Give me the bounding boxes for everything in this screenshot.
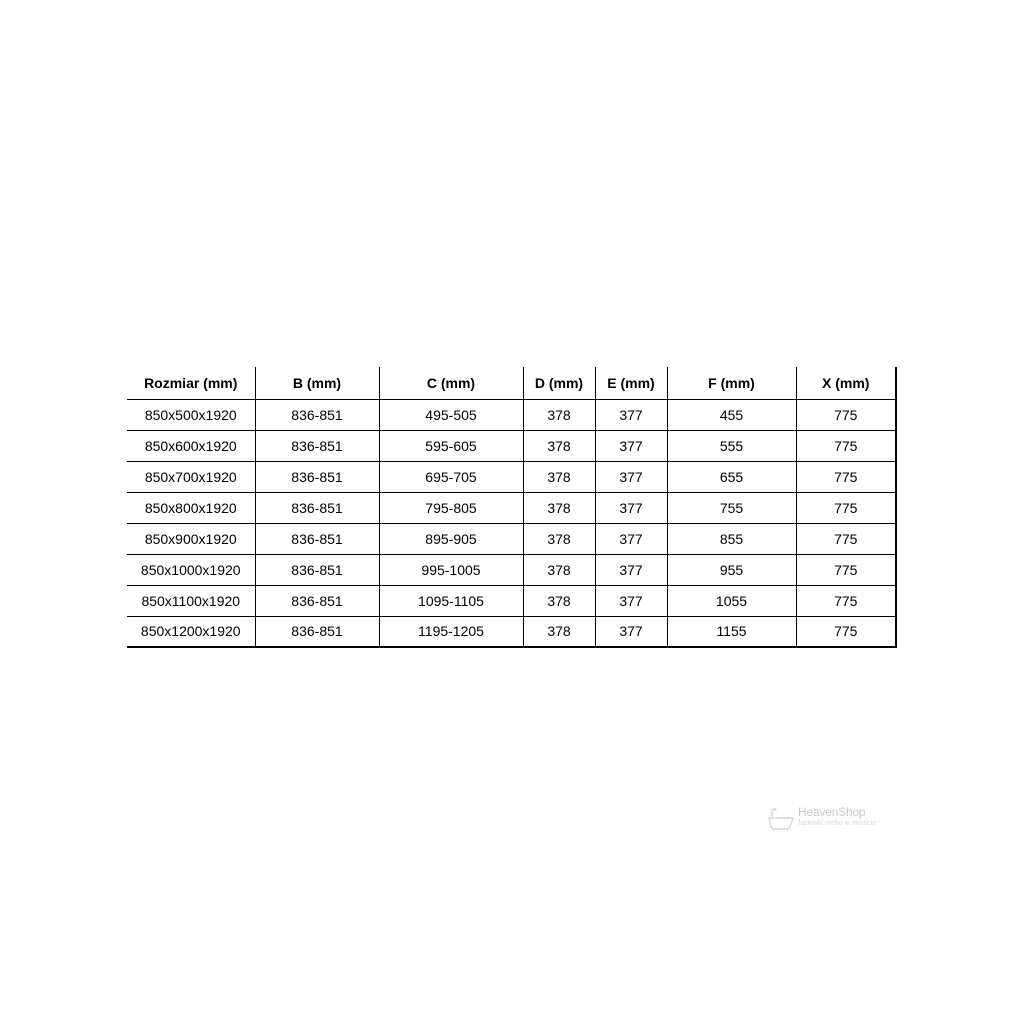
watermark-name: HeavenShop [798, 805, 866, 819]
cell-e: 377 [595, 523, 667, 554]
table-row [127, 616, 896, 647]
cell-x: 775 [796, 492, 896, 523]
cell-size: 850x500x1920 [127, 399, 255, 430]
cell-c: 1195-1205 [379, 616, 523, 647]
cell-x: 775 [796, 430, 896, 461]
cell-size: 850x800x1920 [127, 492, 255, 523]
cell-b: 836-851 [255, 585, 379, 616]
cell-f: 855 [667, 523, 796, 554]
table-row [127, 492, 896, 523]
cell-size: 850x1200x1920 [127, 616, 255, 647]
header-size: Rozmiar (mm) [127, 367, 255, 399]
header-d: D (mm) [523, 367, 595, 399]
cell-b: 836-851 [255, 492, 379, 523]
cell-e: 377 [595, 430, 667, 461]
cell-c: 495-505 [379, 399, 523, 430]
cell-b: 836-851 [255, 523, 379, 554]
cell-x: 775 [796, 523, 896, 554]
cell-c: 995-1005 [379, 554, 523, 585]
table-row [127, 461, 896, 492]
cell-f: 455 [667, 399, 796, 430]
cell-x: 775 [796, 585, 896, 616]
cell-f: 755 [667, 492, 796, 523]
bathtub-icon [766, 806, 796, 832]
table-row [127, 430, 896, 461]
cell-b: 836-851 [255, 461, 379, 492]
table-row [127, 585, 896, 616]
cell-c: 1095-1105 [379, 585, 523, 616]
header-c: C (mm) [379, 367, 523, 399]
watermark-tagline: łazienki niebo w mieście [798, 818, 876, 827]
cell-e: 377 [595, 461, 667, 492]
header-f: F (mm) [667, 367, 796, 399]
cell-size: 850x1000x1920 [127, 554, 255, 585]
cell-d: 378 [523, 461, 595, 492]
cell-d: 378 [523, 399, 595, 430]
cell-d: 378 [523, 523, 595, 554]
cell-b: 836-851 [255, 616, 379, 647]
cell-d: 378 [523, 554, 595, 585]
table-row [127, 399, 896, 430]
cell-x: 775 [796, 461, 896, 492]
heavenshop-watermark [766, 806, 876, 832]
cell-e: 377 [595, 399, 667, 430]
cell-x: 775 [796, 616, 896, 647]
cell-b: 836-851 [255, 430, 379, 461]
cell-c: 895-905 [379, 523, 523, 554]
size-table [127, 367, 897, 648]
table-row [127, 523, 896, 554]
header-b: B (mm) [255, 367, 379, 399]
cell-d: 378 [523, 492, 595, 523]
cell-f: 655 [667, 461, 796, 492]
header-x: X (mm) [796, 367, 896, 399]
cell-c: 795-805 [379, 492, 523, 523]
cell-x: 775 [796, 399, 896, 430]
cell-e: 377 [595, 585, 667, 616]
cell-size: 850x600x1920 [127, 430, 255, 461]
header-row [127, 367, 896, 399]
cell-e: 377 [595, 492, 667, 523]
cell-b: 836-851 [255, 399, 379, 430]
cell-f: 1055 [667, 585, 796, 616]
header-e: E (mm) [595, 367, 667, 399]
cell-size: 850x900x1920 [127, 523, 255, 554]
cell-f: 555 [667, 430, 796, 461]
table-row [127, 554, 896, 585]
cell-e: 377 [595, 554, 667, 585]
cell-c: 695-705 [379, 461, 523, 492]
cell-f: 955 [667, 554, 796, 585]
cell-b: 836-851 [255, 554, 379, 585]
cell-d: 378 [523, 616, 595, 647]
cell-x: 775 [796, 554, 896, 585]
cell-d: 378 [523, 430, 595, 461]
cell-size: 850x700x1920 [127, 461, 255, 492]
cell-e: 377 [595, 616, 667, 647]
cell-f: 1155 [667, 616, 796, 647]
cell-size: 850x1100x1920 [127, 585, 255, 616]
cell-d: 378 [523, 585, 595, 616]
cell-c: 595-605 [379, 430, 523, 461]
